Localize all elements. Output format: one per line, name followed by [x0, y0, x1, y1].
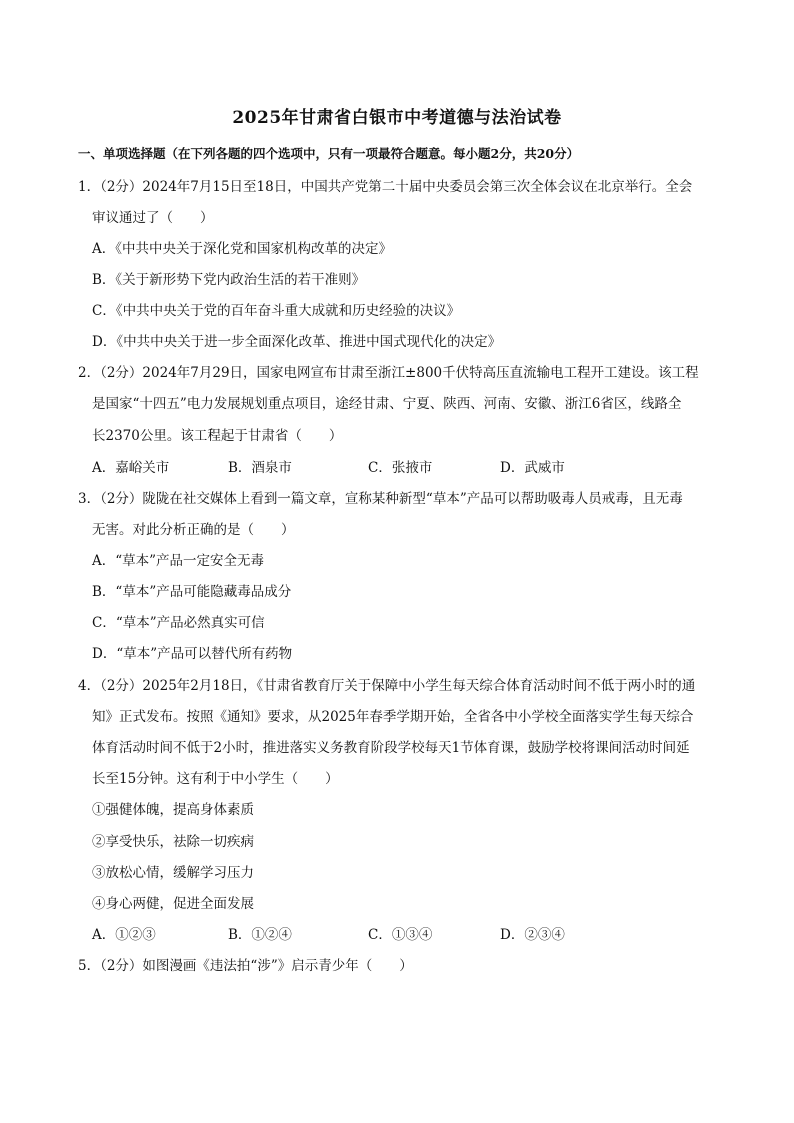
page-title: 2025年甘肃省白银市中考道德与法治试卷	[232, 108, 562, 128]
question-4-option-b: B．①②④	[228, 927, 292, 943]
question-4-line-2: 知》正式发布。按照《通知》要求，从2025年春季学期开始，全省各中小学校全面落实学生每天综合	[92, 709, 694, 725]
question-2-line-1: 2．（2分）2024年7月29日，国家电网宣布甘肃至浙江±800千伏特高压直流输电工程开工建设。该工程	[78, 365, 699, 381]
question-3-option-c: C．“草本”产品必然真实可信	[92, 615, 265, 631]
question-3-option-d: D．“草本”产品可以替代所有药物	[92, 646, 293, 662]
question-4-line-3: 体育活动时间不低于2小时，推进落实义务教育阶段学校每天1节体育课，鼓励学校将课间活动时间延	[92, 740, 690, 756]
question-1-option-d: D．《中共中央关于进一步全面深化改革、推进中国式现代化的决定》	[92, 334, 502, 350]
question-3-option-b: B．“草本”产品可能隐藏毒品成分	[92, 584, 292, 600]
question-2-option-c: C．张掖市	[368, 460, 433, 476]
question-1-option-b: B．《关于新形势下党内政治生活的若干准则》	[92, 272, 366, 288]
question-1-option-a: A．《中共中央关于深化党和国家机构改革的决定》	[92, 241, 392, 257]
question-2-option-b: B．酒泉市	[228, 460, 292, 476]
question-3-line-2: 无害。对此分析正确的是（ ）	[92, 522, 295, 538]
question-1-option-c: C．《中共中央关于党的百年奋斗重大成就和历史经验的决议》	[92, 303, 461, 319]
question-4-option-d: D．②③④	[500, 927, 565, 943]
question-4-option-c: C．①③④	[368, 927, 433, 943]
question-4-statement-2: ②享受快乐，祛除一切疾病	[92, 834, 254, 850]
question-4-statement-3: ③放松心情，缓解学习压力	[92, 865, 254, 881]
question-2-option-d: D．武威市	[500, 460, 565, 476]
question-3-option-a: A．“草本”产品一定安全无毒	[92, 553, 265, 569]
question-2-line-2: 是国家“十四五”电力发展规划重点项目，途经甘肃、宁夏、陕西、河南、安徽、浙江6省区，线路全	[92, 396, 682, 412]
question-3-line-1: 3．（2分）陇陇在社交媒体上看到一篇文章，宣称某种新型“草本”产品可以帮助吸毒人员戒毒，且无毒	[78, 491, 683, 507]
question-4-statement-1: ①强健体魄，提高身体素质	[92, 802, 254, 818]
question-5-line-1: 5．（2分）如图漫画《违法拍“涉”》启示青少年（ ）	[78, 958, 413, 974]
section-header: 一、单项选择题（在下列各题的四个选项中，只有一项最符合题意。每小题2分，共20分）	[78, 146, 580, 161]
question-4-statement-4: ④身心两健，促进全面发展	[92, 896, 254, 912]
question-2-option-a: A．嘉峪关市	[92, 460, 170, 476]
question-4-line-4: 长至15分钟。这有利于中小学生（ ）	[92, 771, 339, 787]
question-1-line-2: 审议通过了（ ）	[92, 210, 214, 226]
question-4-line-1: 4．（2分）2025年2月18日，《甘肃省教育厅关于保障中小学生每天综合体育活动时间不低于两小时的通	[78, 678, 696, 694]
question-4-option-a: A．①②③	[92, 927, 156, 943]
question-1-line-1: 1．（2分）2024年7月15日至18日，中国共产党第二十届中央委员会第三次全体会议在北京举行。全会	[78, 179, 693, 195]
question-2-line-3: 长2370公里。该工程起于甘肃省（ ）	[92, 428, 343, 444]
